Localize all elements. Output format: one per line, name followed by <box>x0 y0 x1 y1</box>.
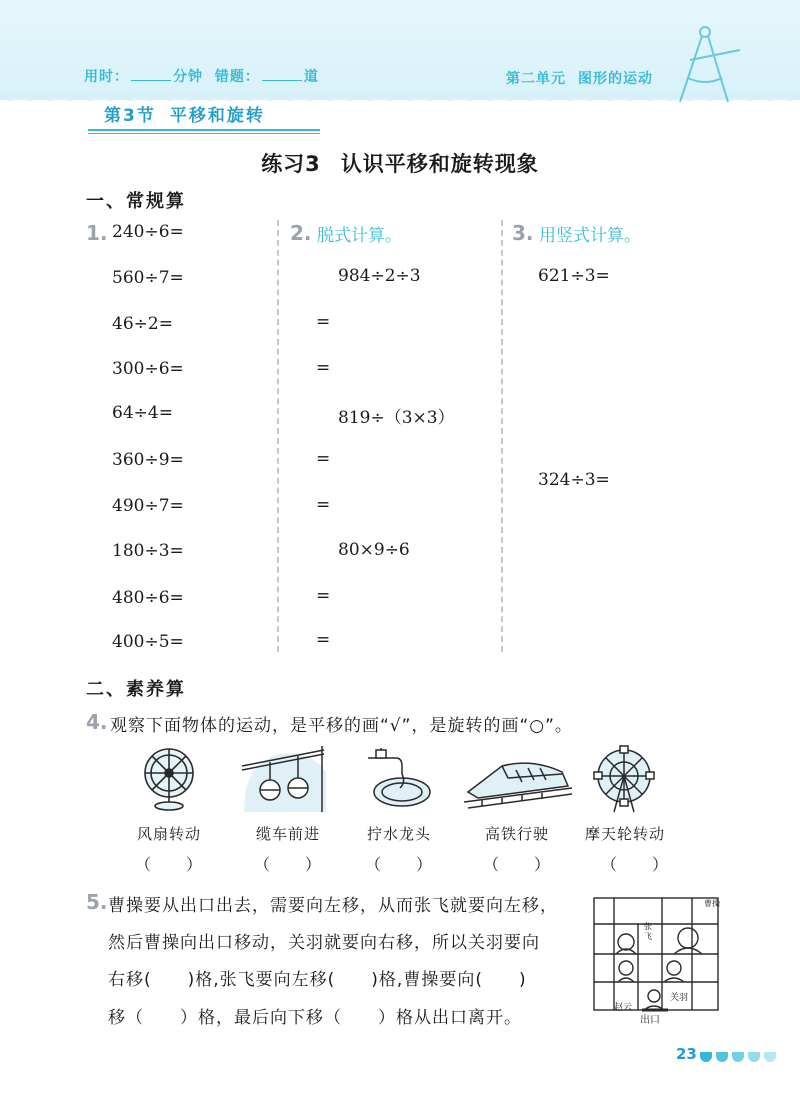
puzzle-label-exit: 出口 <box>640 1015 660 1026</box>
q2-expression: 80×9÷6 <box>338 540 410 560</box>
q2-expression: 984÷2÷3 <box>338 266 421 286</box>
cable-car-icon <box>240 742 332 814</box>
q1-item: 490÷7= <box>112 496 184 516</box>
header-timer: 用时： 分钟 错题： 道 <box>84 69 319 85</box>
q4-text: 观察下面物体的运动，是平移的画“√”，是旋转的画“○”。 <box>110 716 573 736</box>
page-title: 练习3 认识平移和旋转现象 <box>261 152 539 176</box>
q2-expression: 819÷（3×3） <box>338 408 455 428</box>
q1-item: 480÷6= <box>112 588 184 608</box>
fan-icon <box>138 745 200 811</box>
q2-number: 2. <box>290 221 312 245</box>
q1-number: 1. <box>86 221 108 245</box>
q5-number: 5. <box>86 890 108 914</box>
section-banner: 第3节 平移和旋转 <box>104 106 265 126</box>
q2-equals: = <box>316 495 331 515</box>
puzzle-label-caocao: 曹操 <box>704 899 720 908</box>
q1-item: 300÷6= <box>112 359 184 379</box>
q4-item-label: 风扇转动 <box>136 825 201 843</box>
compass-icon <box>660 20 750 110</box>
q4-item-label: 拧水龙头 <box>366 825 431 843</box>
q2-equals: = <box>316 586 331 606</box>
q3-instruction: 用竖式计算。 <box>539 226 641 246</box>
page-number: 23 <box>676 1045 697 1063</box>
q2-equals: = <box>316 312 331 332</box>
q3-item: 324÷3= <box>538 470 610 490</box>
errors-blank[interactable] <box>262 68 302 81</box>
time-blank[interactable] <box>131 68 171 81</box>
q4-answer-blank[interactable]: （ ） <box>600 855 669 874</box>
q3-number: 3. <box>512 221 534 245</box>
q1-item: 64÷4= <box>112 403 173 423</box>
q2-equals: = <box>316 358 331 378</box>
column-divider <box>277 220 279 652</box>
q1-item: 360÷9= <box>112 450 184 470</box>
q4-answer-blank[interactable]: （ ） <box>364 855 433 874</box>
q4-item-label: 摩天轮转动 <box>584 825 665 843</box>
q4-answer-blank[interactable]: （ ） <box>482 855 551 874</box>
puzzle-label-guanyu: 关羽 <box>670 993 689 1003</box>
q2-instruction: 脱式计算。 <box>317 226 402 246</box>
q2-equals: = <box>316 630 331 650</box>
part2-heading: 二、素养算 <box>86 679 186 700</box>
q5-line: 移（ ）格，最后向下移（ ）格从出口离开。 <box>108 1008 522 1028</box>
huarong-puzzle <box>592 896 722 1020</box>
q1-item: 240÷6= <box>112 222 184 242</box>
faucet-icon <box>362 748 434 812</box>
ferris-wheel-icon <box>592 744 656 814</box>
puzzle-label-zhaoyun: 赵云 <box>614 1003 633 1013</box>
banner-underline <box>88 129 320 131</box>
q1-item: 400÷5= <box>112 632 184 652</box>
part1-heading: 一、常规算 <box>86 191 186 212</box>
train-icon <box>462 752 574 810</box>
q4-item-label: 缆车前进 <box>255 825 320 843</box>
q2-equals: = <box>316 449 331 469</box>
footer-decoration <box>700 1047 780 1066</box>
q5-line: 右移( )格,张飞要向左移( )格,曹操要向( ) <box>108 970 527 990</box>
q4-answer-blank[interactable]: （ ） <box>253 855 322 874</box>
q1-item: 180÷3= <box>112 541 184 561</box>
q1-item: 46÷2= <box>112 314 173 334</box>
q5-line: 然后曹操向出口移动，关羽就要向右移，所以关羽要向 <box>108 933 540 953</box>
column-divider <box>501 220 503 652</box>
puzzle-label-zhangfei: 张飞 <box>644 922 652 941</box>
banner-underline-thin <box>88 133 320 134</box>
q4-answer-blank[interactable]: （ ） <box>134 855 203 874</box>
q3-item: 621÷3= <box>538 266 610 286</box>
q5-line: 曹操要从出口出去，需要向左移，从而张飞就要向左移， <box>108 896 558 916</box>
q1-item: 560÷7= <box>112 268 184 288</box>
q4-number: 4. <box>86 710 108 734</box>
q4-item-label: 高铁行驶 <box>484 825 549 843</box>
header-unit: 第二单元 图形的运动 <box>506 71 653 87</box>
